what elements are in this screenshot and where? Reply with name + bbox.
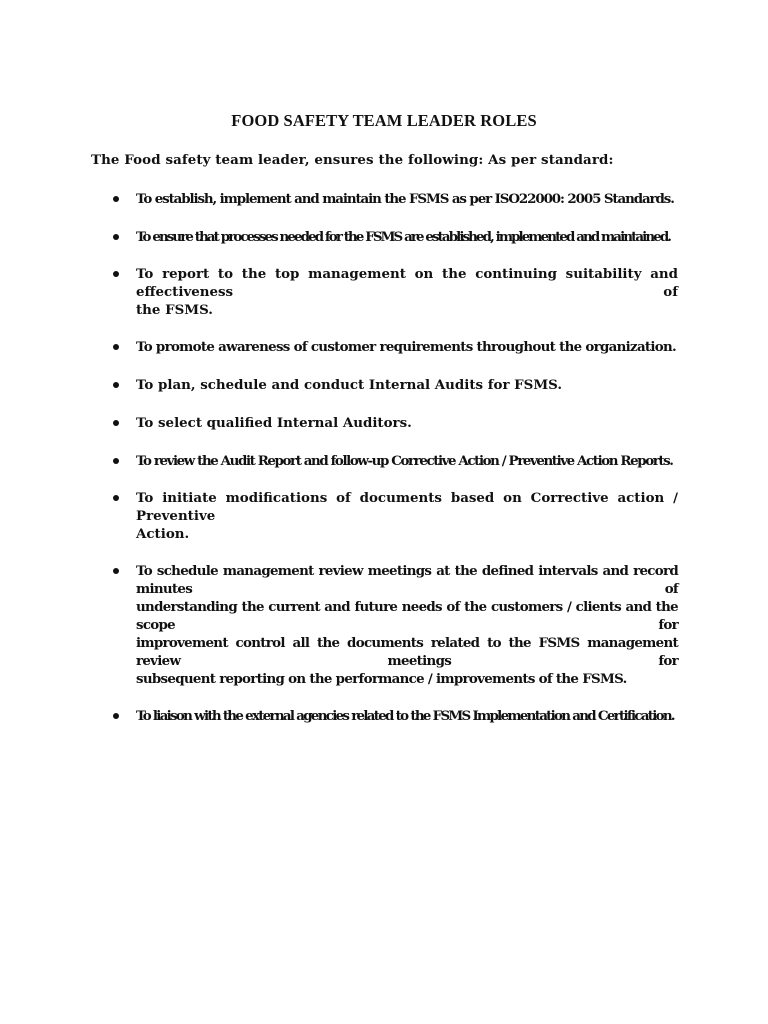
list-item-text: understanding the current and future needs of the customers / clients and the scope for (136, 599, 678, 633)
bullet-icon (113, 568, 119, 574)
bullet-icon (113, 495, 119, 501)
bullet-icon (113, 271, 119, 277)
list-item-text: To initiate modifications of documents based on Corrective action / Preventive (136, 490, 678, 524)
list-item-text: To schedule management review meetings at the defined intervals and record minutes of (136, 563, 678, 597)
list-item-text: subsequent reporting on the performance / improvements of the FSMS. (136, 671, 627, 687)
bullet-icon (113, 458, 119, 464)
page-title: FOOD SAFETY TEAM LEADER ROLES (231, 111, 537, 130)
list-item-text: To select qualified Internal Auditors. (136, 415, 412, 431)
list-item-text: To plan, schedule and conduct Internal Audits for FSMS. (136, 377, 563, 393)
intro-text: The Food safety team leader, ensures the following: As per standard: (91, 152, 614, 168)
list-item-text: the FSMS. (136, 302, 213, 318)
list-item-text: To promote awareness of customer requirements throughout the organization. (136, 339, 677, 355)
list-item-text: To liaison with the external agencies related to the FSMS Implementation and Certification. (136, 708, 674, 724)
bullet-icon (113, 713, 119, 719)
list-item-text: To report to the top management on the continuing suitability and effectiveness of (136, 266, 678, 300)
list-item-text: improvement control all the documents related to the FSMS management review meetings for (136, 635, 678, 669)
list-item-text: To review the Audit Report and follow-up Corrective Action / Preventive Action Reports. (136, 453, 673, 469)
bullet-icon (113, 382, 119, 388)
bullet-icon (113, 344, 119, 350)
bullet-icon (113, 420, 119, 426)
bullet-icon (113, 234, 119, 240)
bullet-icon (113, 196, 119, 202)
list-item-text: To establish, implement and maintain the FSMS as per ISO22000: 2005 Standards. (136, 191, 674, 207)
list-item-text: To ensure that processes needed for the FSMS are established, implemented and maintained. (136, 229, 671, 245)
list-item-text: Action. (136, 526, 190, 542)
